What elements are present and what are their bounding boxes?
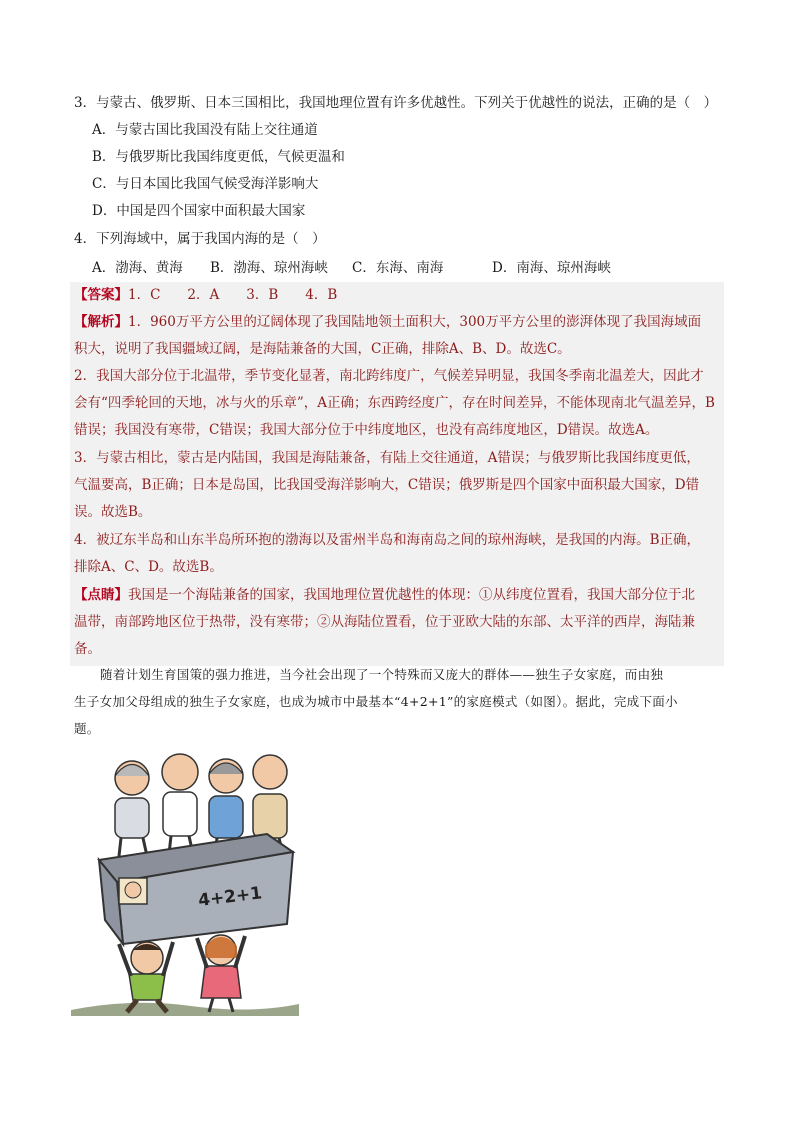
analysis-text: 1．960万平方公里的辽阔体现了我国陆地领土面积大，300万平方公里的澎湃体现了我国海域面 <box>128 314 702 330</box>
analysis-line-5: 错误；我国没有寒带，C错误；我国大部分位于中纬度地区，也没有高纬度地区，D错误。故选A。 <box>74 422 659 438</box>
answer-line <box>74 285 337 305</box>
q3-option-d: D．中国是四个国家中面积最大国家 <box>92 203 306 219</box>
comment-line-3: 备。 <box>74 641 101 657</box>
q3-option-c: C．与日本国比我国气候受海洋影响大 <box>92 176 319 192</box>
q4-option-d: D．南海、琼州海峡 <box>492 260 611 276</box>
intro-line-3: 题。 <box>74 721 100 736</box>
intro-line-2: 生子女加父母组成的独生子女家庭，也成为城市中最基本“4+2+1”的家庭模式（如图）。据此，完成下面小 <box>74 694 678 709</box>
intro-line-1: 随着计划生育国策的强力推进，当今社会出现了一个特殊而又庞大的群体——独生子女家庭，而由独 <box>100 667 664 682</box>
analysis-tag: 【解析】 <box>74 314 128 330</box>
answer-text: 1．C 2．A 3．B 4．B <box>128 287 338 303</box>
analysis-line-6: 3．与蒙古相比，蒙古是内陆国，我国是海陆兼备，有陆上交往通道，A错误；与俄罗斯比我国纬度更低， <box>74 450 700 466</box>
analysis-line-9: 4．被辽东半岛和山东半岛所环抱的渤海以及雷州半岛和海南岛之间的琼州海峡，是我国的内海。B正确， <box>74 532 701 548</box>
comment-tag: 【点睛】 <box>74 587 128 603</box>
analysis-line-3: 2．我国大部分位于北温带，季节变化显著，南北跨纬度广，气候差异明显，我国冬季南北温差大，因此才 <box>74 368 704 384</box>
analysis-line-10: 排除A、C、D。故选B。 <box>74 559 223 575</box>
q4-options <box>92 258 732 278</box>
q4-option-c: C．东海、南海 <box>352 260 444 276</box>
q4-stem: 4．下列海域中，属于我国内海的是（ ） <box>74 231 326 247</box>
comment-line-2: 温带，南部跨地区位于热带，没有寒带；②从海陆位置看，位于亚欧大陆的东部、太平洋的西岸，海陆兼 <box>74 614 695 630</box>
child-figure <box>125 882 141 898</box>
comment-line-1 <box>74 585 695 605</box>
house-label: 4+2+1 <box>197 883 264 911</box>
comment-text: 我国是一个海陆兼备的国家，我国地理位置优越性的体现：①从纬度位置看，我国大部分位于北 <box>128 587 695 603</box>
q4-option-a: A．渤海、黄海 <box>92 260 183 276</box>
analysis-line-7: 气温要高，B正确；日本是岛国，比我国受海洋影响大，C错误；俄罗斯是四个国家中面积最大国家，D错 <box>74 477 700 493</box>
family-illustration <box>71 748 299 1016</box>
analysis-line-1 <box>74 312 701 332</box>
q3-option-b: B．与俄罗斯比我国纬度更低，气候更温和 <box>92 149 345 165</box>
q4-option-b: B．渤海、琼州海峡 <box>210 260 328 276</box>
q3-option-a: A．与蒙古国比我国没有陆上交往通道 <box>92 122 318 138</box>
analysis-line-4: 会有“四季轮回的天地，冰与火的乐章”，A正确；东西跨经度广，存在时间差异，不能体现南北气温差异，B <box>74 395 715 411</box>
analysis-line-8: 误。故选B。 <box>74 504 152 520</box>
q3-stem: 3．与蒙古、俄罗斯、日本三国相比，我国地理位置有许多优越性。下列关于优越性的说法，正确的是（ ） <box>74 95 718 111</box>
answer-tag: 【答案】 <box>74 287 128 303</box>
analysis-line-2: 积大，说明了我国疆域辽阔，是海陆兼备的大国，C正确，排除A、B、D。故选C。 <box>74 341 571 357</box>
